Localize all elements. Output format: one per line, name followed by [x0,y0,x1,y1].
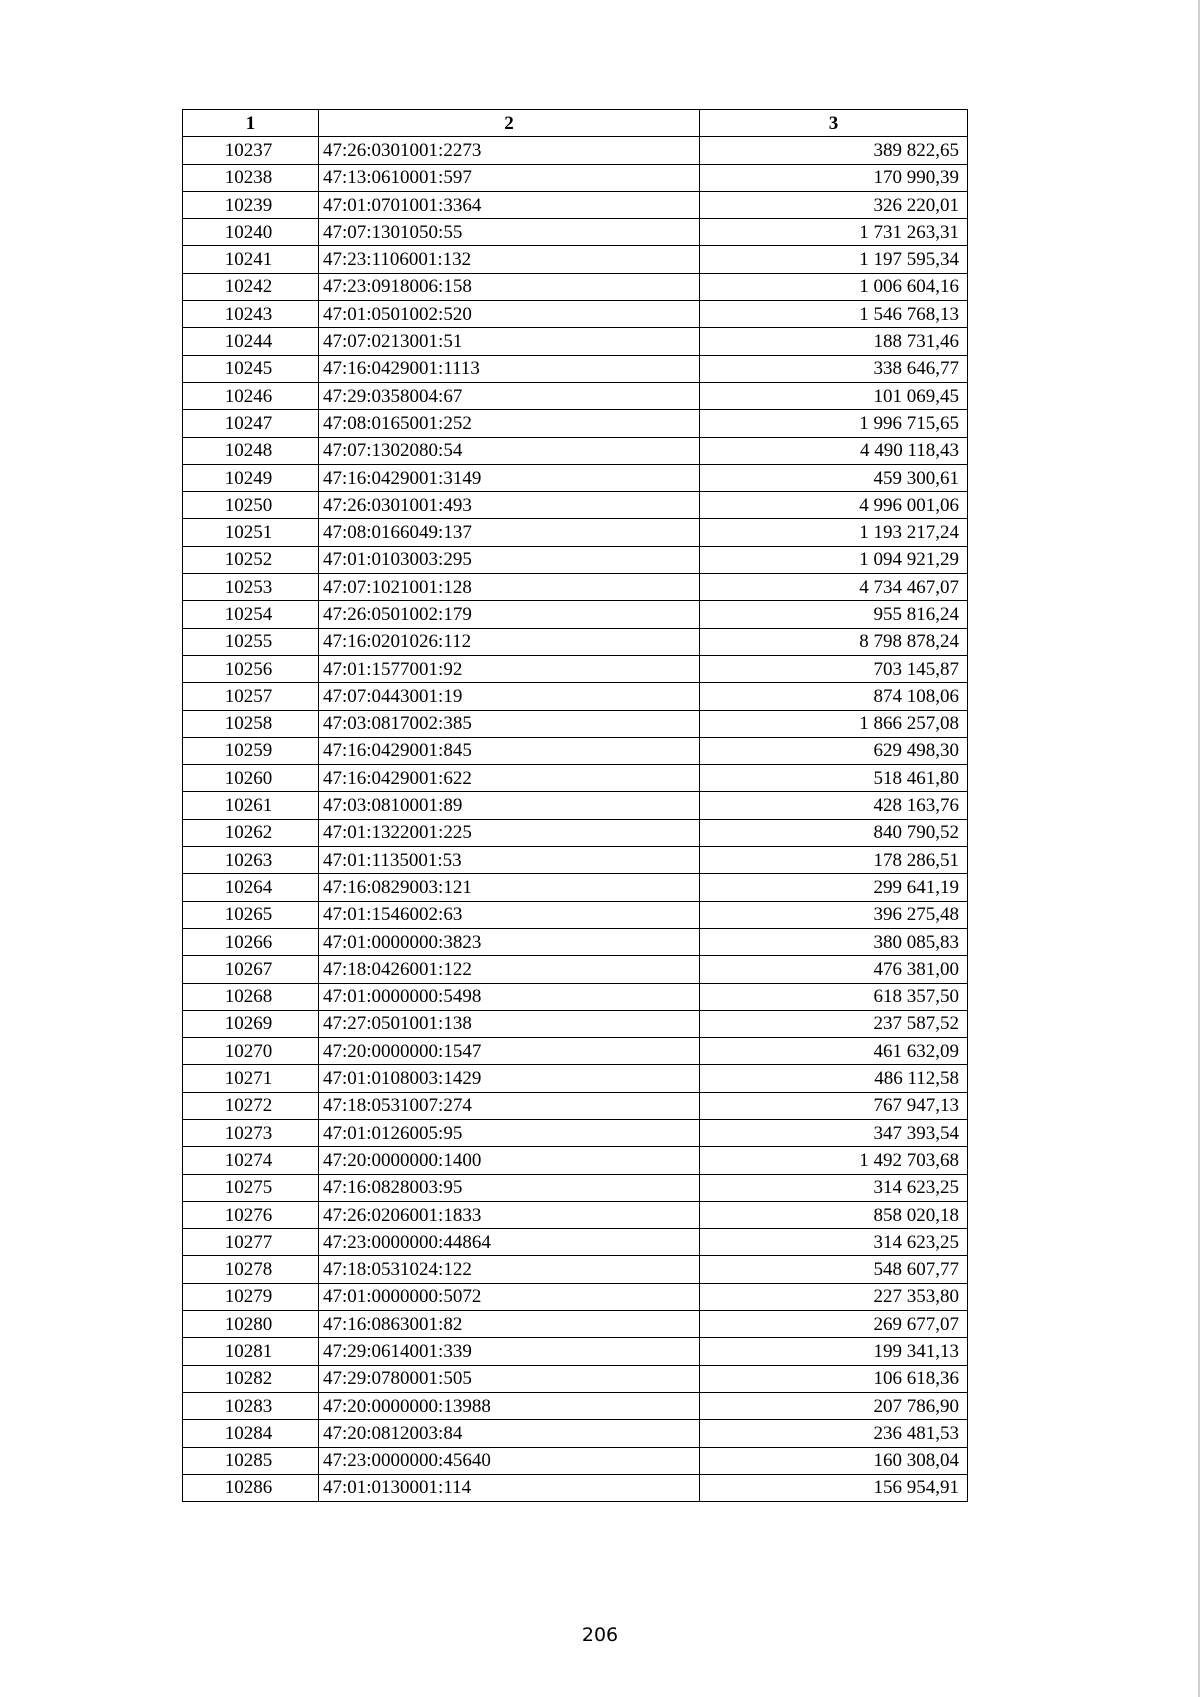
value-cell: 188 731,46 [700,328,968,355]
table-row [183,519,968,546]
table-row [183,928,968,955]
value-cell: 8 798 878,24 [700,628,968,655]
row-number-cell: 10254 [183,601,319,628]
row-number-cell: 10286 [183,1474,319,1501]
table-row [183,137,968,164]
table-row [183,847,968,874]
cadastral-number-cell: 47:01:0126005:95 [319,1119,700,1146]
value-cell: 178 286,51 [700,847,968,874]
cadastral-number-cell: 47:01:0130001:114 [319,1474,700,1501]
row-number-cell: 10285 [183,1447,319,1474]
value-cell: 170 990,39 [700,164,968,191]
table-row [183,1174,968,1201]
table-row [183,219,968,246]
row-number-cell: 10239 [183,191,319,218]
value-cell: 237 587,52 [700,1010,968,1037]
value-cell: 160 308,04 [700,1447,968,1474]
table-row [183,437,968,464]
cadastral-number-cell: 47:23:0000000:45640 [319,1447,700,1474]
value-cell: 1 197 595,34 [700,246,968,273]
table-row [183,1010,968,1037]
cadastral-number-cell: 47:29:0614001:339 [319,1338,700,1365]
cadastral-number-cell: 47:01:1546002:63 [319,901,700,928]
row-number-cell: 10253 [183,574,319,601]
row-number-cell: 10244 [183,328,319,355]
value-cell: 518 461,80 [700,765,968,792]
cadastral-number-cell: 47:01:1322001:225 [319,819,700,846]
cadastral-number-cell: 47:18:0531007:274 [319,1092,700,1119]
cadastral-number-cell: 47:23:1106001:132 [319,246,700,273]
value-cell: 459 300,61 [700,464,968,491]
column-header-1: 1 [183,110,319,137]
row-number-cell: 10264 [183,874,319,901]
cadastral-number-cell: 47:29:0780001:505 [319,1365,700,1392]
table-row [183,765,968,792]
table-row [183,355,968,382]
value-cell: 874 108,06 [700,683,968,710]
row-number-cell: 10273 [183,1119,319,1146]
table-row [183,874,968,901]
table-row [183,1392,968,1419]
row-number-cell: 10263 [183,847,319,874]
cadastral-number-cell: 47:01:0108003:1429 [319,1065,700,1092]
cadastral-number-cell: 47:16:0429001:845 [319,737,700,764]
row-number-cell: 10256 [183,655,319,682]
row-number-cell: 10257 [183,683,319,710]
row-number-cell: 10251 [183,519,319,546]
cadastral-number-cell: 47:01:0000000:5498 [319,983,700,1010]
row-number-cell: 10252 [183,546,319,573]
value-cell: 1 546 768,13 [700,301,968,328]
cadastral-number-cell: 47:01:0000000:3823 [319,928,700,955]
page-number: 206 [581,1624,619,1646]
value-cell: 236 481,53 [700,1420,968,1447]
cadastral-number-cell: 47:01:0501002:520 [319,301,700,328]
cadastral-number-cell: 47:07:1301050:55 [319,219,700,246]
value-cell: 299 641,19 [700,874,968,901]
row-number-cell: 10278 [183,1256,319,1283]
table-row [183,683,968,710]
cadastral-number-cell: 47:16:0429001:1113 [319,355,700,382]
cadastral-number-cell: 47:20:0000000:1547 [319,1038,700,1065]
row-number-cell: 10258 [183,710,319,737]
value-cell: 207 786,90 [700,1392,968,1419]
row-number-cell: 10249 [183,464,319,491]
row-number-cell: 10247 [183,410,319,437]
row-number-cell: 10283 [183,1392,319,1419]
value-cell: 326 220,01 [700,191,968,218]
value-cell: 199 341,13 [700,1338,968,1365]
value-cell: 840 790,52 [700,819,968,846]
value-cell: 4 734 467,07 [700,574,968,601]
row-number-cell: 10270 [183,1038,319,1065]
value-cell: 347 393,54 [700,1119,968,1146]
row-number-cell: 10281 [183,1338,319,1365]
cadastral-number-cell: 47:16:0828003:95 [319,1174,700,1201]
table-row [183,301,968,328]
value-cell: 858 020,18 [700,1201,968,1228]
value-cell: 1 731 263,31 [700,219,968,246]
table-header-row [183,110,968,137]
value-cell: 227 353,80 [700,1283,968,1310]
value-cell: 476 381,00 [700,956,968,983]
row-number-cell: 10240 [183,219,319,246]
table-row [183,464,968,491]
value-cell: 389 822,65 [700,137,968,164]
value-cell: 548 607,77 [700,1256,968,1283]
table-row [183,1119,968,1146]
row-number-cell: 10259 [183,737,319,764]
cadastral-number-cell: 47:27:0501001:138 [319,1010,700,1037]
value-cell: 380 085,83 [700,928,968,955]
row-number-cell: 10276 [183,1201,319,1228]
value-cell: 1 866 257,08 [700,710,968,737]
table-row [183,1065,968,1092]
cadastral-number-cell: 47:08:0165001:252 [319,410,700,437]
value-cell: 428 163,76 [700,792,968,819]
column-header-2: 2 [319,110,700,137]
cadastral-number-cell: 47:26:0206001:1833 [319,1201,700,1228]
table-row [183,410,968,437]
table-row [183,1229,968,1256]
value-cell: 269 677,07 [700,1311,968,1338]
row-number-cell: 10282 [183,1365,319,1392]
cadastral-number-cell: 47:16:0201026:112 [319,628,700,655]
table-row [183,956,968,983]
table-row [183,1311,968,1338]
table-row [183,546,968,573]
table-row [183,1201,968,1228]
value-cell: 314 623,25 [700,1229,968,1256]
table-row [183,1283,968,1310]
row-number-cell: 10265 [183,901,319,928]
table-row [183,710,968,737]
row-number-cell: 10237 [183,137,319,164]
cadastral-number-cell: 47:23:0000000:44864 [319,1229,700,1256]
cadastral-number-cell: 47:26:0301001:493 [319,492,700,519]
table-row [183,901,968,928]
value-cell: 314 623,25 [700,1174,968,1201]
row-number-cell: 10284 [183,1420,319,1447]
table-row [183,601,968,628]
cadastral-number-cell: 47:07:0213001:51 [319,328,700,355]
table-row [183,191,968,218]
cadastral-number-cell: 47:20:0000000:13988 [319,1392,700,1419]
table-row [183,1256,968,1283]
value-cell: 1 006 604,16 [700,273,968,300]
cadastral-number-cell: 47:26:0301001:2273 [319,137,700,164]
value-cell: 767 947,13 [700,1092,968,1119]
table-row [183,792,968,819]
value-cell: 1 996 715,65 [700,410,968,437]
row-number-cell: 10269 [183,1010,319,1037]
cadastral-number-cell: 47:01:0103003:295 [319,546,700,573]
row-number-cell: 10245 [183,355,319,382]
table-row [183,628,968,655]
table-row [183,1447,968,1474]
cadastral-number-cell: 47:29:0358004:67 [319,382,700,409]
row-number-cell: 10243 [183,301,319,328]
value-cell: 486 112,58 [700,1065,968,1092]
value-cell: 4 996 001,06 [700,492,968,519]
table-body [183,137,968,1502]
table-row [183,164,968,191]
cadastral-number-cell: 47:07:0443001:19 [319,683,700,710]
row-number-cell: 10248 [183,437,319,464]
row-number-cell: 10277 [183,1229,319,1256]
value-cell: 338 646,77 [700,355,968,382]
cadastral-number-cell: 47:07:1302080:54 [319,437,700,464]
cadastral-number-cell: 47:20:0000000:1400 [319,1147,700,1174]
value-cell: 396 275,48 [700,901,968,928]
table-row [183,273,968,300]
value-cell: 618 357,50 [700,983,968,1010]
row-number-cell: 10280 [183,1311,319,1338]
row-number-cell: 10250 [183,492,319,519]
table-row [183,1420,968,1447]
table-row [183,1147,968,1174]
cadastral-number-cell: 47:16:0429001:622 [319,765,700,792]
table-row [183,1474,968,1501]
table-row [183,492,968,519]
cadastral-number-cell: 47:01:1135001:53 [319,847,700,874]
row-number-cell: 10274 [183,1147,319,1174]
row-number-cell: 10272 [183,1092,319,1119]
row-number-cell: 10242 [183,273,319,300]
cadastral-number-cell: 47:08:0166049:137 [319,519,700,546]
table-row [183,574,968,601]
value-cell: 703 145,87 [700,655,968,682]
row-number-cell: 10261 [183,792,319,819]
value-cell: 101 069,45 [700,382,968,409]
cadastral-number-cell: 47:07:1021001:128 [319,574,700,601]
value-cell: 156 954,91 [700,1474,968,1501]
table-row [183,1365,968,1392]
cadastral-number-cell: 47:16:0829003:121 [319,874,700,901]
value-cell: 1 492 703,68 [700,1147,968,1174]
cadastral-number-cell: 47:03:0817002:385 [319,710,700,737]
table-row [183,382,968,409]
table-row [183,1038,968,1065]
cadastral-number-cell: 47:01:0701001:3364 [319,191,700,218]
value-cell: 4 490 118,43 [700,437,968,464]
table-row [183,983,968,1010]
cadastral-number-cell: 47:01:0000000:5072 [319,1283,700,1310]
cadastral-number-cell: 47:18:0426001:122 [319,956,700,983]
table-row [183,819,968,846]
cadastral-number-cell: 47:03:0810001:89 [319,792,700,819]
value-cell: 461 632,09 [700,1038,968,1065]
cadastral-number-cell: 47:01:1577001:92 [319,655,700,682]
cadastral-number-cell: 47:13:0610001:597 [319,164,700,191]
data-table [182,109,968,1502]
row-number-cell: 10271 [183,1065,319,1092]
cadastral-number-cell: 47:26:0501002:179 [319,601,700,628]
cadastral-number-cell: 47:16:0863001:82 [319,1311,700,1338]
row-number-cell: 10268 [183,983,319,1010]
table-row [183,737,968,764]
row-number-cell: 10241 [183,246,319,273]
row-number-cell: 10267 [183,956,319,983]
row-number-cell: 10275 [183,1174,319,1201]
table-row [183,328,968,355]
row-number-cell: 10279 [183,1283,319,1310]
table-row [183,1338,968,1365]
table-row [183,1092,968,1119]
value-cell: 955 816,24 [700,601,968,628]
value-cell: 1 094 921,29 [700,546,968,573]
value-cell: 106 618,36 [700,1365,968,1392]
table-row [183,246,968,273]
row-number-cell: 10266 [183,928,319,955]
row-number-cell: 10260 [183,765,319,792]
row-number-cell: 10255 [183,628,319,655]
cadastral-number-cell: 47:18:0531024:122 [319,1256,700,1283]
row-number-cell: 10238 [183,164,319,191]
table-row [183,655,968,682]
column-header-3: 3 [700,110,968,137]
cadastral-number-cell: 47:20:0812003:84 [319,1420,700,1447]
cadastral-number-cell: 47:23:0918006:158 [319,273,700,300]
cadastral-number-cell: 47:16:0429001:3149 [319,464,700,491]
value-cell: 629 498,30 [700,737,968,764]
row-number-cell: 10246 [183,382,319,409]
value-cell: 1 193 217,24 [700,519,968,546]
row-number-cell: 10262 [183,819,319,846]
